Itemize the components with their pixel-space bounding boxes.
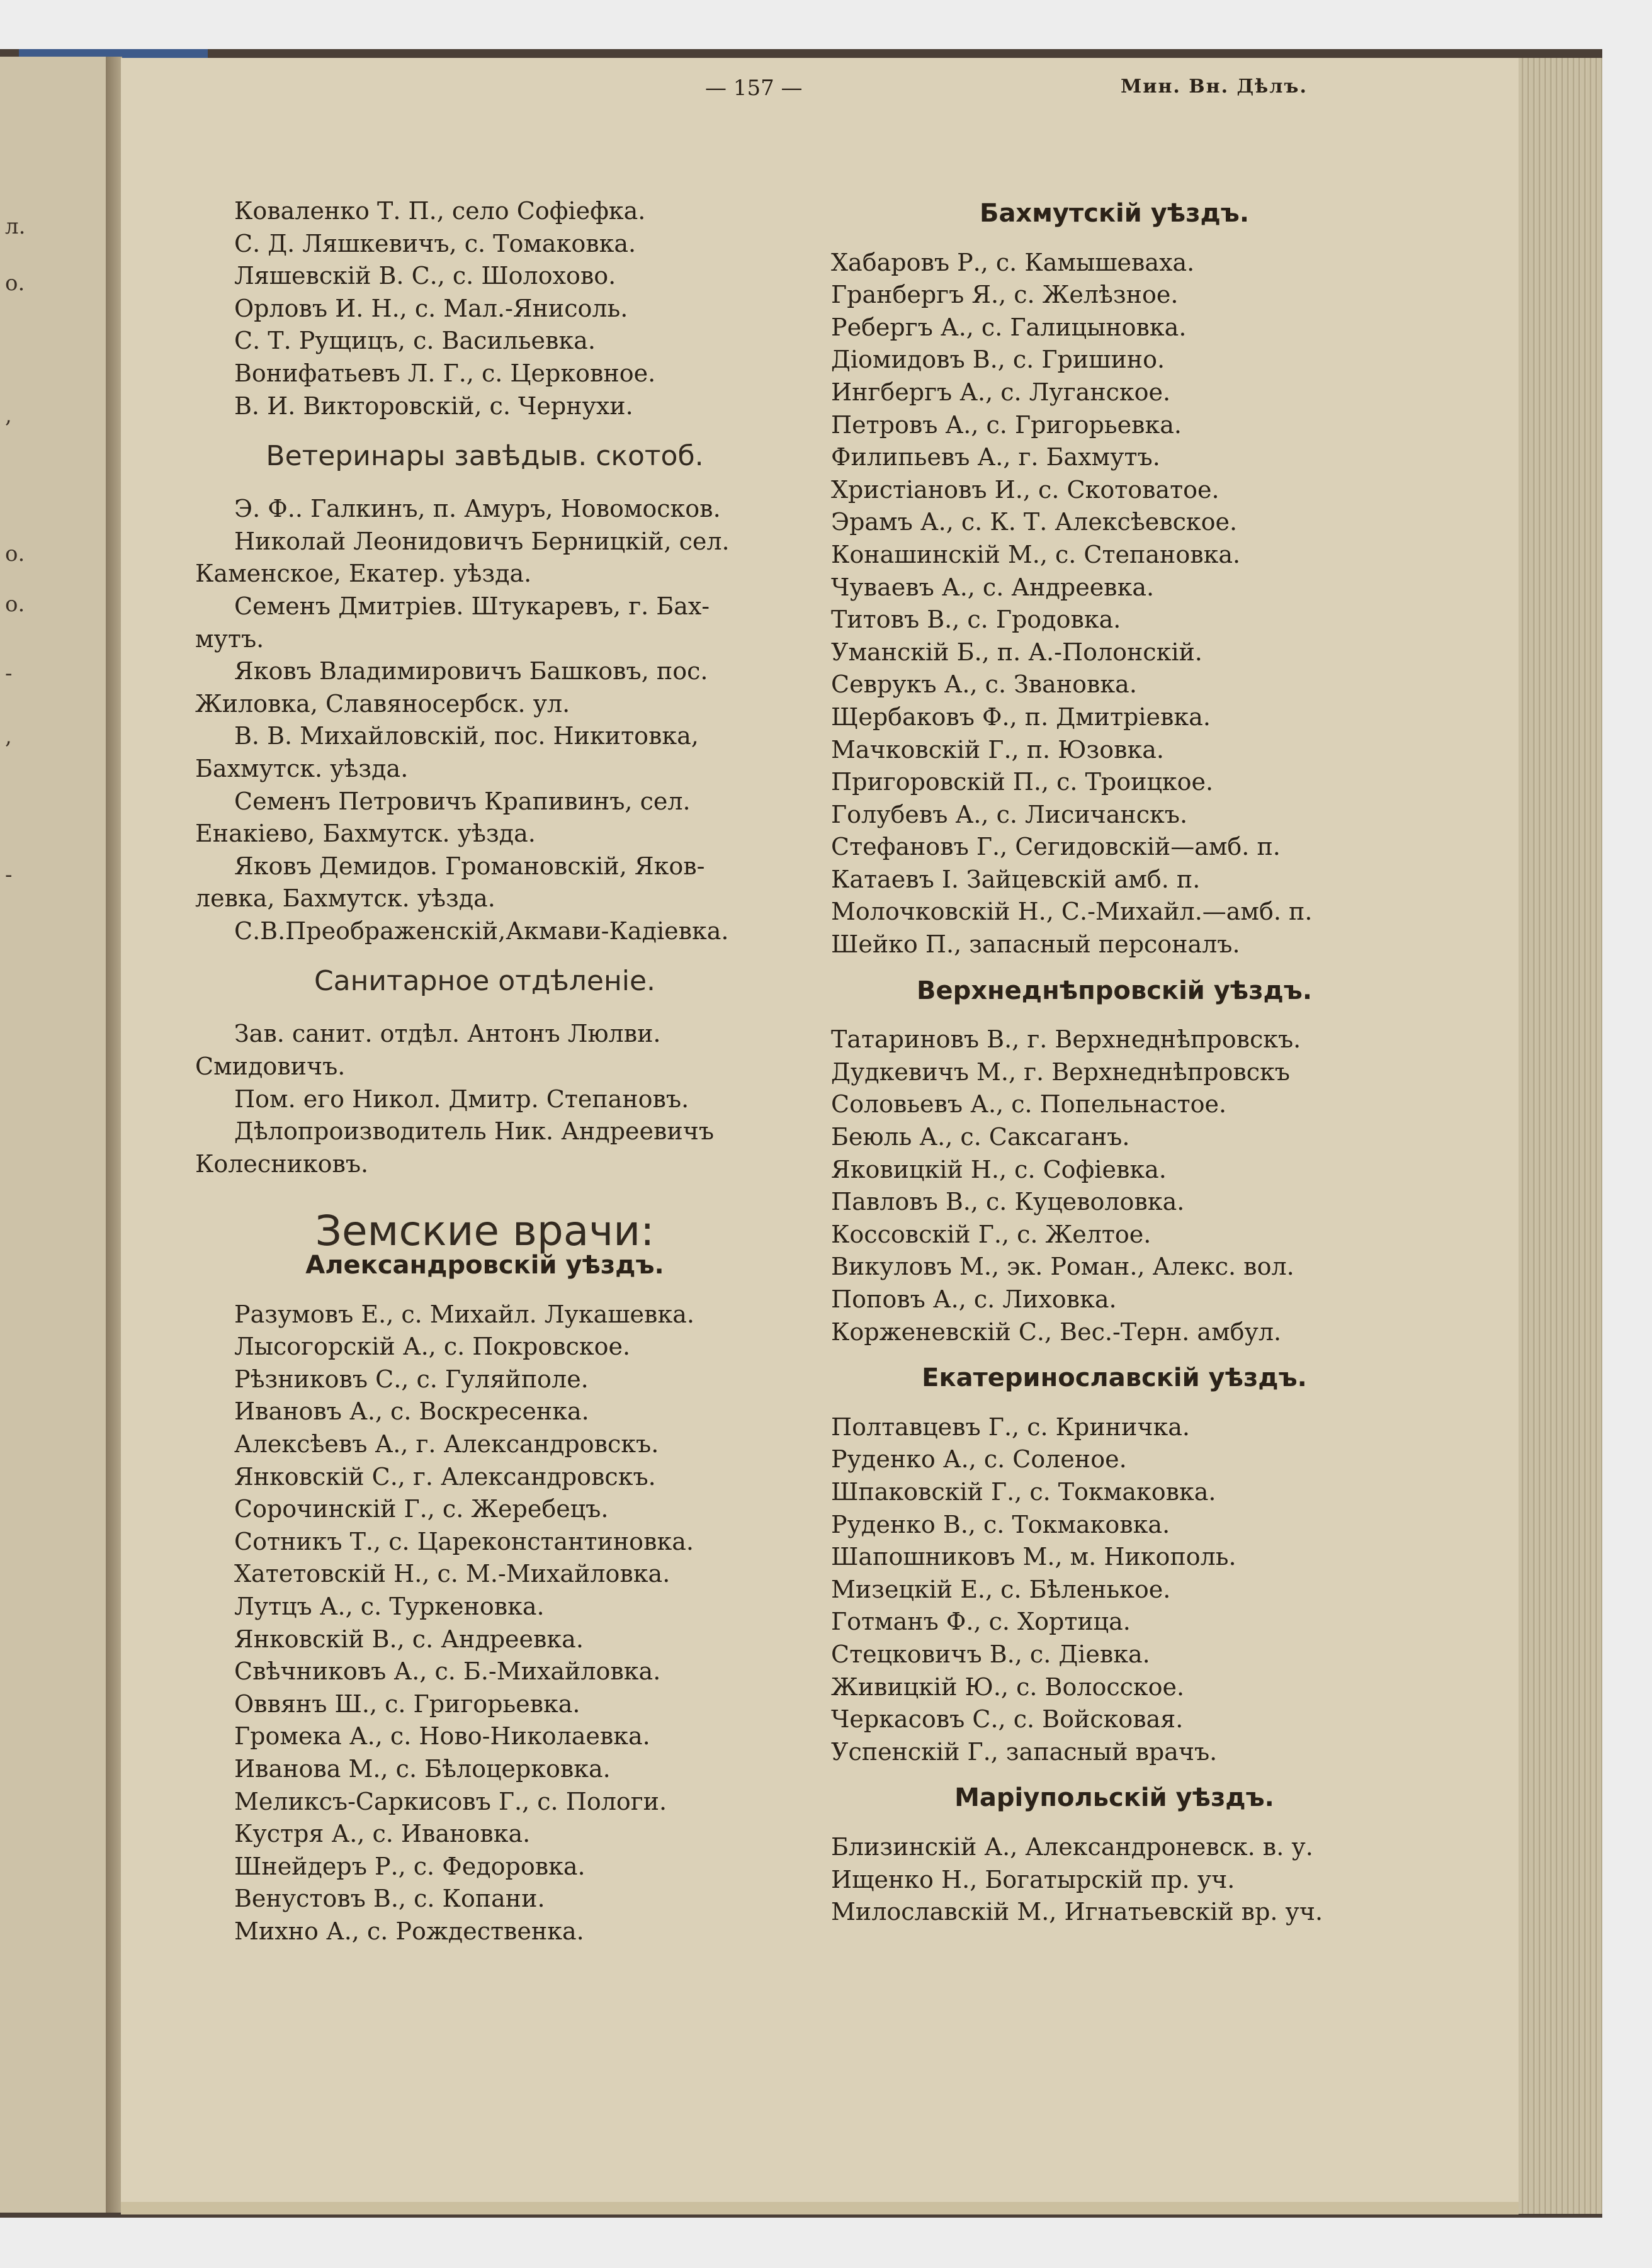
list-entry: Рѣзниковъ С., с. Гуляйполе. — [234, 1365, 589, 1393]
list-entry: Полтавцевъ Г., с. Криничка. — [831, 1413, 1190, 1441]
list-entry: Живицкій Ю., с. Волосское. — [831, 1673, 1185, 1701]
list-entry: Чуваевъ А., с. Андреевка. — [831, 573, 1155, 601]
list-entry: С. Т. Рущицъ, с. Васильевка. — [234, 327, 596, 355]
list-entry: Ищенко Н., Богатырскій пр. уч. — [831, 1865, 1235, 1893]
alexandrovsk-list — [195, 1299, 774, 1948]
list-entry: Шпаковскій Г., с. Токмаковка. — [831, 1477, 1216, 1506]
list-entry: Яковъ Владимировичъ Башковъ, пос. — [234, 657, 708, 685]
list-entry: Енакіево, Бахмутск. уѣзда. — [195, 820, 536, 848]
list-entry: Кустря А., с. Ивановка. — [234, 1820, 531, 1848]
list-entry: Петровъ А., с. Григорьевка. — [831, 410, 1182, 439]
list-entry: Ляшевскій В. С., с. Шолохово. — [234, 262, 616, 290]
bakhmut-list — [831, 247, 1398, 961]
zemstvo-heading: Земские врачи: — [315, 1207, 655, 1256]
list-entry: Руденко В., с. Токмаковка. — [831, 1510, 1170, 1538]
list-entry: В. И. Викторовскій, с. Чернухи. — [234, 392, 633, 420]
sanitary-heading: Санитарное отдѣленіе. — [314, 965, 656, 998]
list-entry: Стефановъ Г., Сегидовскій—амб. п. — [831, 833, 1281, 861]
list-entry: Пригоровскій П., с. Троицкое. — [831, 768, 1214, 796]
list-entry: В. В. Михайловскій, пос. Никитовка, — [234, 722, 699, 750]
list-entry: Титовъ В., с. Гродовка. — [831, 606, 1121, 634]
list-entry: Павловъ В., с. Куцеволовка. — [831, 1188, 1185, 1216]
list-entry: Мачковскій Г., п. Юзовка. — [831, 735, 1165, 764]
list-entry: Шапошниковъ М., м. Никополь. — [831, 1543, 1236, 1571]
list-entry: Корженевскій С., Вес.-Терн. амбул. — [831, 1317, 1282, 1346]
list-entry: Викуловъ М., эк. Роман., Алекс. вол. — [831, 1253, 1294, 1281]
list-entry: мутъ. — [195, 624, 264, 653]
list-entry: Колесниковъ. — [195, 1149, 369, 1178]
list-entry: Татариновъ В., г. Верхнеднѣпровскъ. — [831, 1025, 1301, 1054]
alexandrovsk-heading: Александровскій уѣздъ. — [305, 1251, 664, 1280]
list-entry: Лысогорскій А., с. Покровское. — [234, 1333, 631, 1361]
list-entry: Э. Ф.. Галкинъ, п. Амуръ, Новомосков. — [234, 495, 721, 523]
list-entry: Поповъ А., с. Лиховка. — [831, 1285, 1117, 1313]
list-entry: Катаевъ І. Зайцевскій амб. п. — [831, 865, 1201, 893]
running-head: Мин. Вн. Дѣлъ. — [1121, 76, 1308, 98]
ekaterinoslav-heading: Екатеринославскій уѣздъ. — [922, 1363, 1307, 1393]
margin-mark: о. — [5, 271, 25, 296]
list-entry: Яковицкій Н., с. Софіевка. — [831, 1155, 1167, 1183]
list-entry: Семенъ Петровичъ Крапивинъ, сел. — [234, 787, 691, 815]
list-entry: Голубевъ А., с. Лисичанскъ. — [831, 800, 1188, 828]
list-entry: Близинскій А., Александроневск. в. у. — [831, 1832, 1313, 1861]
page-bottom-edge — [121, 2202, 1519, 2214]
list-entry: Яковъ Демидов. Громановскій, Яков- — [234, 852, 705, 880]
list-entry: Вонифатьевъ Л. Г., с. Церковное. — [234, 359, 656, 387]
list-entry: Молочковскій Н., С.-Михайл.—амб. п. — [831, 898, 1313, 926]
page-edges — [1519, 58, 1602, 2214]
list-entry: Пом. его Никол. Дмитр. Степановъ. — [234, 1085, 689, 1113]
list-entry: Алексѣевъ А., г. Александровскъ. — [234, 1430, 659, 1458]
left-page-edge — [0, 57, 110, 2213]
margin-mark: , — [5, 403, 12, 428]
margin-mark: о. — [5, 541, 25, 567]
book-gutter — [106, 57, 122, 2213]
margin-mark: , — [5, 724, 12, 749]
list-entry: Хатетовскій Н., с. М.-Михайловка. — [234, 1560, 670, 1588]
list-entry: Гранбергъ Я., с. Желѣзное. — [831, 281, 1179, 309]
left-column — [195, 195, 774, 1948]
list-entry: Громека А., с. Ново-Николаевка. — [234, 1722, 650, 1751]
list-entry: Филипьевъ А., г. Бахмутъ. — [831, 443, 1160, 471]
list-entry: С. Д. Ляшкевичъ, с. Томаковка. — [234, 229, 636, 257]
list-entry: Мизецкій Е., с. Бѣленькое. — [831, 1575, 1171, 1603]
list-entry: С.В.Преображенскій,Акмави-Кадіевка. — [234, 917, 729, 945]
list-entry: Дудкевичъ М., г. Верхнеднѣпровскъ — [831, 1058, 1290, 1086]
list-entry: Семенъ Дмитріев. Штукаревъ, г. Бах- — [234, 592, 710, 620]
list-entry: Милославскій М., Игнатьевскій вр. уч. — [831, 1898, 1323, 1926]
list-entry: Христіановъ И., с. Скотоватое. — [831, 475, 1219, 504]
list-entry: Щербаковъ Ф., п. Дмитріевка. — [831, 702, 1211, 731]
list-entry: Черкасовъ С., с. Войсковая. — [831, 1705, 1184, 1734]
list-entry: Разумовъ Е., с. Михайл. Лукашевка. — [234, 1300, 694, 1328]
vet-list — [195, 493, 774, 947]
list-entry: Михно А., с. Рождественка. — [234, 1917, 584, 1945]
list-entry: Венустовъ В., с. Копани. — [234, 1885, 545, 1913]
list-entry: Сорочинскій Г., с. Жеребецъ. — [234, 1495, 609, 1523]
list-entry: Янковскій С., г. Александровскъ. — [234, 1462, 656, 1491]
list-entry: Шнейдеръ Р., с. Федоровка. — [234, 1852, 586, 1880]
list-entry: Діомидовъ В., с. Гришино. — [831, 346, 1165, 374]
list-entry: Стецковичъ В., с. Діевка. — [831, 1640, 1150, 1668]
list-entry: Каменское, Екатер. уѣзда. — [195, 560, 532, 588]
list-entry: Жиловка, Славяносербск. ул. — [195, 689, 570, 718]
list-entry: Ивановъ А., с. Воскресенка. — [234, 1397, 589, 1426]
vet-heading: Ветеринары завѣдыв. скотоб. — [266, 440, 704, 473]
list-entry: Бахмутск. уѣзда. — [195, 754, 409, 782]
list-entry: Ингбергъ А., с. Луганское. — [831, 378, 1171, 406]
mariupol-heading: Маріупольскій уѣздъ. — [954, 1783, 1274, 1813]
list-entry: Ребергъ А., с. Галицыновка. — [831, 313, 1187, 341]
right-column — [831, 195, 1398, 1929]
top-entries — [195, 195, 774, 422]
list-entry: Зав. санит. отдѣл. Антонъ Люлви. — [234, 1020, 661, 1048]
list-entry: Орловъ И. Н., с. Мал.-Янисоль. — [234, 294, 628, 322]
list-entry: Лутцъ А., с. Туркеновка. — [234, 1592, 545, 1620]
list-entry: Коваленко Т. П., село Софіефка. — [234, 197, 646, 225]
margin-mark: - — [5, 661, 13, 686]
mariupol-list — [831, 1831, 1398, 1929]
list-entry: Янковскій В., с. Андреевка. — [234, 1625, 584, 1653]
margin-mark: л. — [5, 214, 26, 239]
sanitary-list — [195, 1018, 774, 1180]
list-entry: Дѣлопроизводитель Ник. Андреевичъ — [234, 1117, 715, 1146]
list-entry: Смидовичъ. — [195, 1052, 346, 1081]
list-entry: Коссовскій Г., с. Желтое. — [831, 1220, 1151, 1248]
verkhnedneprovsk-list — [831, 1024, 1398, 1348]
list-entry: Конашинскій М., с. Степановка. — [831, 540, 1241, 568]
list-entry: Уманскій Б., п. А.-Полонскій. — [831, 638, 1202, 666]
ekaterinoslav-list — [831, 1411, 1398, 1769]
list-entry: Шейко П., запасный персоналъ. — [831, 930, 1240, 959]
list-entry: Готманъ Ф., с. Хортица. — [831, 1608, 1131, 1636]
list-entry: Иванова М., с. Бѣлоцерковка. — [234, 1754, 611, 1783]
list-entry: Успенскій Г., запасный врачъ. — [831, 1737, 1218, 1766]
page-number: — 157 — — [705, 76, 803, 101]
list-entry: Свѣчниковъ А., с. Б.-Михайловка. — [234, 1657, 661, 1686]
list-entry: Соловьевъ А., с. Попельнастое. — [831, 1090, 1227, 1119]
verkhnedneprovsk-heading: Верхнеднѣпровскій уѣздъ. — [916, 976, 1313, 1005]
bakhmut-heading: Бахмутскій уѣздъ. — [979, 199, 1250, 228]
list-entry: Николай Леонидовичъ Берницкій, сел. — [234, 527, 730, 555]
list-entry: Оввянъ Ш., с. Григорьевка. — [234, 1690, 580, 1718]
list-entry: Беюль А., с. Саксаганъ. — [831, 1123, 1130, 1151]
margin-mark: о. — [5, 592, 25, 617]
list-entry: Меликсъ-Саркисовъ Г., с. Пологи. — [234, 1787, 667, 1815]
list-entry: Эрамъ А., с. К. Т. Алексѣевское. — [831, 508, 1238, 536]
list-entry: Сотникъ Т., с. Цареконстантиновка. — [234, 1527, 694, 1555]
margin-mark: - — [5, 862, 13, 888]
list-entry: левка, Бахмутск. уѣзда. — [195, 884, 495, 913]
list-entry: Руденко А., с. Соленое. — [831, 1445, 1127, 1474]
list-entry: Хабаровъ Р., с. Камышеваха. — [831, 248, 1195, 276]
list-entry: Севрукъ А., с. Звановка. — [831, 670, 1137, 699]
